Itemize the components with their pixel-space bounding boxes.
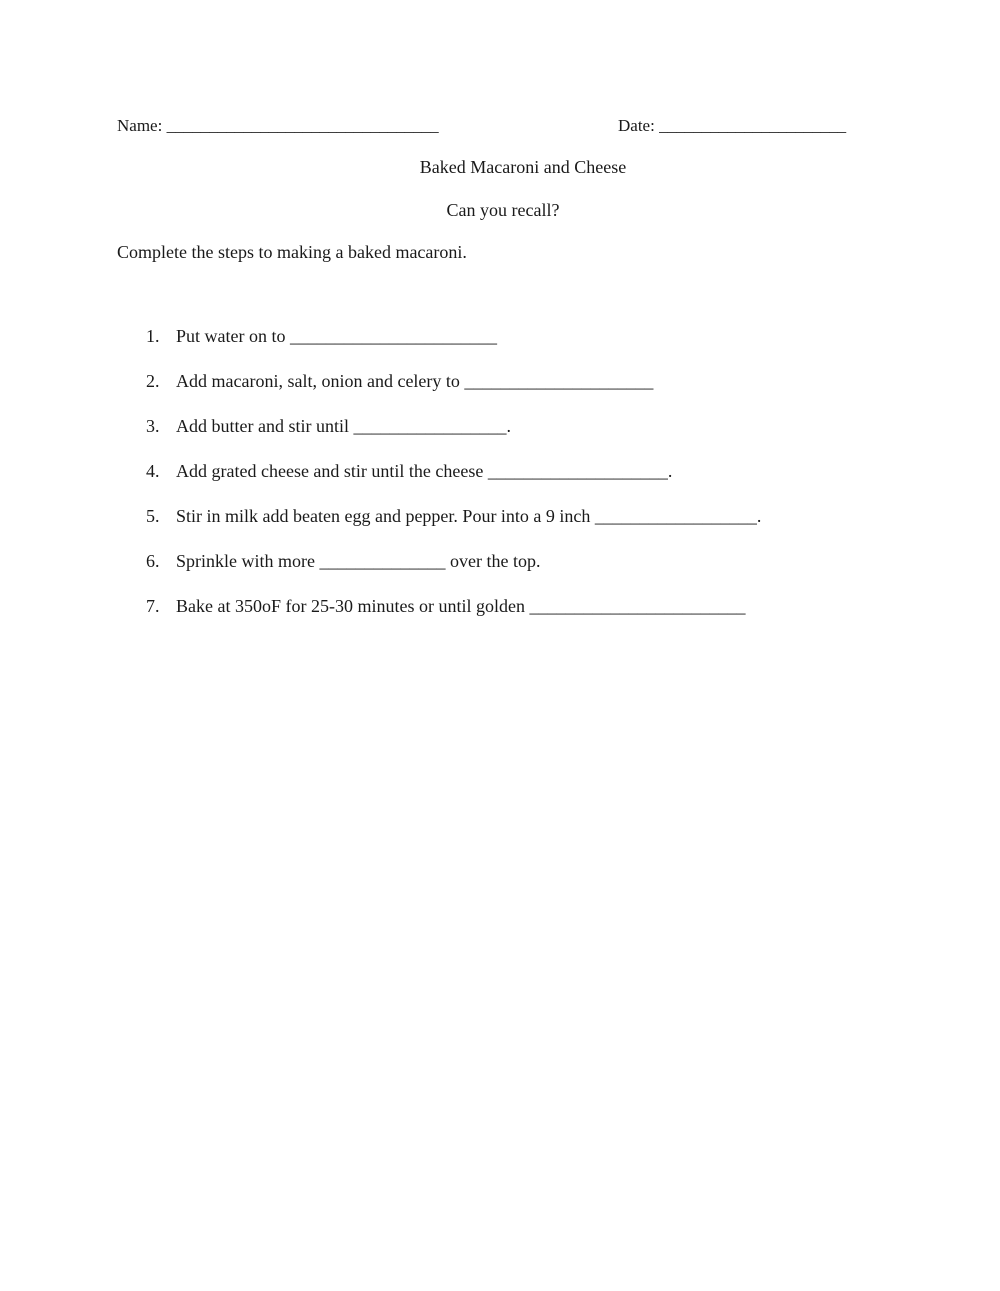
worksheet-subtitle: Can you recall? <box>446 200 560 220</box>
step-text[interactable]: Add grated cheese and stir until the cheese ____________________. <box>176 461 673 481</box>
step-number: 4. <box>146 461 160 481</box>
step-number: 1. <box>146 326 160 346</box>
step-text[interactable]: Put water on to _______________________ <box>176 326 497 346</box>
worksheet-title: Baked Macaroni and Cheese <box>419 157 627 177</box>
step-text[interactable]: Add butter and stir until _________________. <box>176 416 511 436</box>
steps-list <box>140 326 761 641</box>
step-item <box>140 326 761 371</box>
date-field[interactable]: Date: ______________________ <box>618 116 847 135</box>
step-text[interactable]: Add macaroni, salt, onion and celery to _____________________ <box>176 371 654 391</box>
step-item <box>140 416 761 461</box>
step-number: 5. <box>146 506 160 526</box>
step-number: 3. <box>146 416 160 436</box>
step-item <box>140 461 761 506</box>
header-row <box>117 116 877 140</box>
step-text[interactable]: Bake at 350oF for 25-30 minutes or until golden ________________________ <box>176 596 746 616</box>
step-item <box>140 551 761 596</box>
name-field[interactable]: Name: ________________________________ <box>117 116 439 135</box>
step-number: 7. <box>146 596 160 616</box>
step-number: 2. <box>146 371 160 391</box>
instructions-text: Complete the steps to making a baked macaroni. <box>117 242 467 262</box>
step-item <box>140 596 761 641</box>
step-item <box>140 371 761 416</box>
step-text[interactable]: Stir in milk add beaten egg and pepper. Pour into a 9 inch __________________. <box>176 506 762 526</box>
step-text[interactable]: Sprinkle with more ______________ over the top. <box>176 551 541 571</box>
step-number: 6. <box>146 551 160 571</box>
step-item <box>140 506 761 551</box>
